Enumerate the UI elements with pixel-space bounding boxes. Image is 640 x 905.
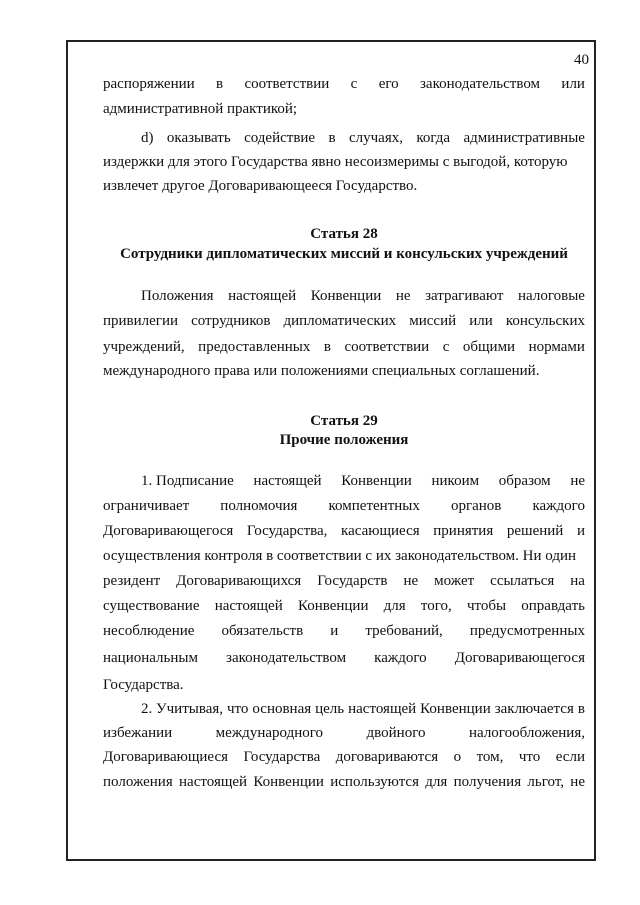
word: Договаривающиеся: [103, 749, 228, 765]
text-line: [103, 337, 585, 357]
word: общими: [462, 339, 516, 355]
text-line: [141, 699, 585, 719]
article-29-title: Статья 29: [310, 413, 378, 429]
word: заключается: [494, 701, 574, 717]
article-28-heading: Сотрудники дипломатических миссий и консульских учреждений: [120, 246, 568, 262]
word: 2. Учитывая,: [141, 701, 224, 717]
word: не: [570, 774, 585, 790]
word: полномочия: [220, 498, 298, 514]
word: Конвенции: [341, 473, 412, 489]
word: Государств: [317, 573, 388, 589]
word: настоящей: [253, 473, 322, 489]
word: льгот,: [527, 774, 564, 790]
word: принятия: [433, 523, 494, 539]
word: в: [328, 130, 336, 146]
word: что: [227, 701, 249, 717]
word: 1. Подписание: [141, 473, 234, 489]
word: требований,: [365, 623, 443, 639]
word: или: [469, 313, 493, 329]
word: может: [434, 573, 475, 589]
word: Положения: [141, 288, 214, 304]
word: настоящей: [348, 701, 417, 717]
word: используются: [330, 774, 419, 790]
text-line: осуществления контроля в соответствии с их законодательством. Ни один: [103, 548, 577, 564]
word: каждого: [532, 498, 585, 514]
word: обязательств: [221, 623, 304, 639]
word: настоящей: [214, 598, 283, 614]
word: в: [323, 339, 331, 355]
word: Договаривающихся: [176, 573, 302, 589]
text-line: [103, 648, 585, 668]
word: органов: [450, 498, 502, 514]
word: на: [570, 573, 585, 589]
word: случаях,: [348, 130, 403, 146]
word: в: [577, 701, 585, 717]
word: и: [576, 523, 585, 539]
word: законодательством: [420, 76, 541, 92]
word: дипломатических: [283, 313, 397, 329]
article-29-heading: Прочие положения: [279, 432, 409, 448]
word: чтобы: [466, 598, 507, 614]
word: получения: [453, 774, 522, 790]
word: Конвенции: [310, 288, 382, 304]
page-number: 40: [574, 52, 589, 68]
text-line: [141, 128, 585, 148]
text-line: [103, 723, 585, 743]
text-line: извлечет другое Договаривающееся Государство.: [103, 178, 418, 194]
word: Конвенции: [420, 701, 491, 717]
word: его: [378, 76, 399, 92]
word: для: [383, 598, 406, 614]
word: касающиеся: [341, 523, 420, 539]
word: решений: [506, 523, 564, 539]
word: если: [555, 749, 585, 765]
word: резидент: [103, 573, 161, 589]
word: никоим: [431, 473, 480, 489]
word: привилегии: [103, 313, 179, 329]
word: каждого: [374, 650, 427, 666]
text-line: [103, 772, 585, 792]
word: не: [395, 288, 411, 304]
word: образом: [498, 473, 551, 489]
word: компетентных: [328, 498, 420, 514]
word: договариваются: [335, 749, 439, 765]
word: не: [570, 473, 585, 489]
word: нормами: [528, 339, 585, 355]
word: оправдать: [521, 598, 585, 614]
word: ссылаться: [490, 573, 555, 589]
word: не: [403, 573, 419, 589]
word: ограничивает: [103, 498, 190, 514]
text-line: [103, 621, 585, 641]
word: избежании: [103, 725, 173, 741]
word: или: [561, 76, 585, 92]
text-line: [103, 596, 585, 616]
word: с: [350, 76, 358, 92]
word: настоящей: [228, 288, 297, 304]
word: того,: [420, 598, 452, 614]
word: Государства: [243, 749, 321, 765]
word: когда: [416, 130, 451, 146]
word: миссий: [409, 313, 457, 329]
word: настоящей: [179, 774, 248, 790]
word: Государства,: [246, 523, 328, 539]
text-line: [103, 74, 585, 94]
word: административные: [463, 130, 585, 146]
word: предоставленных: [198, 339, 311, 355]
word: Конвенции: [297, 598, 369, 614]
word: том,: [476, 749, 504, 765]
word: консульских: [505, 313, 585, 329]
word: о: [453, 749, 462, 765]
word: соответствии: [344, 339, 430, 355]
word: национальным: [103, 650, 198, 666]
word: для: [425, 774, 448, 790]
word: соответствии: [244, 76, 330, 92]
word: основная: [252, 701, 312, 717]
word: двойного: [366, 725, 426, 741]
word: существование: [103, 598, 200, 614]
word: сотрудников: [191, 313, 271, 329]
word: международного: [215, 725, 324, 741]
word: в: [216, 76, 224, 92]
word: Договаривающегося: [103, 523, 234, 539]
text-line: [103, 747, 585, 767]
word: положения: [103, 774, 173, 790]
text-line: [103, 311, 585, 331]
word: учреждений,: [103, 339, 185, 355]
word: оказывать: [166, 130, 231, 146]
word: Конвенции: [253, 774, 324, 790]
word: что: [518, 749, 541, 765]
text-line: Государства.: [103, 677, 184, 693]
word: налогообложения,: [469, 725, 585, 741]
article-28-title: Статья 28: [310, 226, 378, 242]
word: законодательством: [226, 650, 347, 666]
word: несоблюдение: [103, 623, 195, 639]
text-line: [103, 496, 585, 516]
word: с: [442, 339, 450, 355]
text-line: издержки для этого Государства явно несоизмеримы с выгодой, которую: [103, 154, 568, 170]
text-line: административной практикой;: [103, 101, 298, 117]
text-line: [141, 286, 585, 306]
word: затрагивают: [425, 288, 504, 304]
word: содействие: [244, 130, 316, 146]
word: и: [330, 623, 339, 639]
word: d): [141, 130, 154, 146]
word: Договаривающегося: [454, 650, 585, 666]
text-line: [103, 571, 585, 591]
text-line: [141, 471, 585, 491]
word: налоговые: [518, 288, 585, 304]
word: предусмотренных: [469, 623, 585, 639]
word: распоряжении: [103, 76, 195, 92]
text-line: международного права или положениями специальных соглашений.: [103, 363, 540, 379]
text-line: [103, 521, 585, 541]
word: цель: [315, 701, 345, 717]
